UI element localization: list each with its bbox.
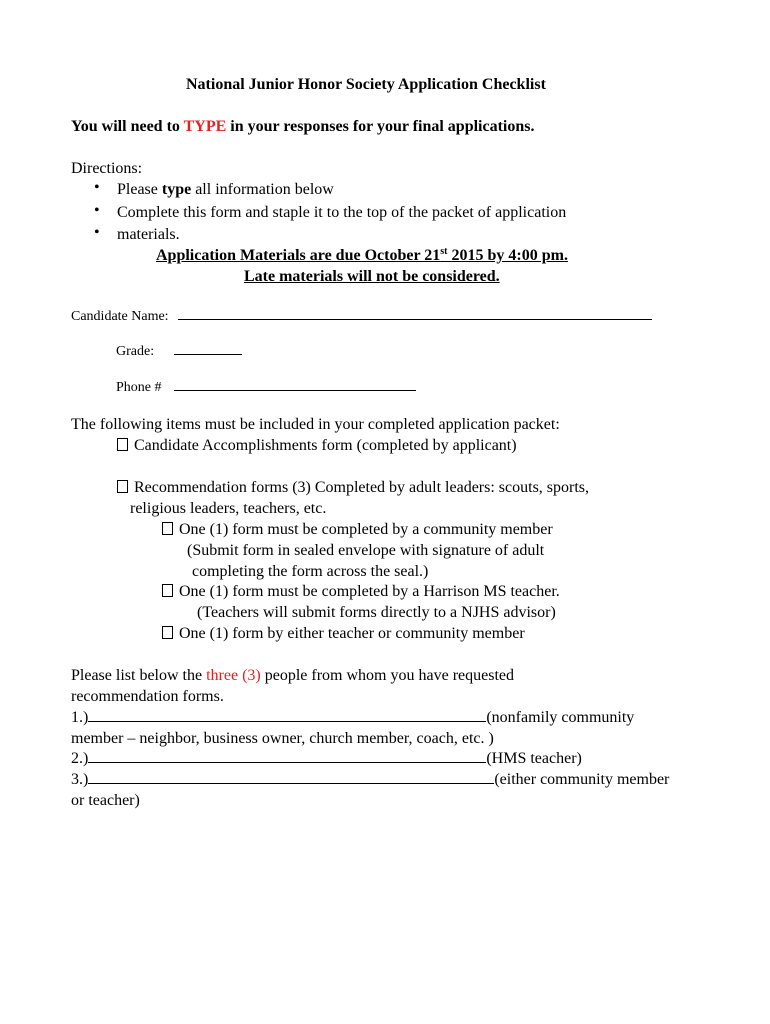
checkbox-icon[interactable] bbox=[162, 584, 173, 597]
grade-field bbox=[116, 342, 242, 361]
checklist-item-either: One (1) form by either teacher or community member bbox=[162, 623, 525, 644]
entry-3: 3.) (either community member bbox=[71, 771, 670, 788]
recommendations-continued: religious leaders, teachers, etc. bbox=[130, 500, 327, 517]
checkbox-icon[interactable] bbox=[117, 480, 128, 493]
bullet-icon: • bbox=[94, 202, 100, 219]
type-notice-before: You will need to bbox=[71, 118, 184, 135]
entry-2-blank[interactable] bbox=[88, 761, 486, 763]
checkbox-icon[interactable] bbox=[162, 626, 173, 639]
list-intro: Please list below the three (3) people from whom you have requested bbox=[71, 667, 514, 684]
candidate-name-field bbox=[71, 307, 652, 326]
type-emphasis: TYPE bbox=[183, 118, 227, 135]
checkbox-icon[interactable] bbox=[117, 438, 128, 451]
checklist-item-recommendations: Recommendation forms (3) Completed by adult leaders: scouts, sports, bbox=[117, 477, 589, 498]
checklist-item-accomplishments: Candidate Accomplishments form (completed by applicant) bbox=[117, 435, 517, 456]
candidate-name-label: Candidate Name: bbox=[71, 309, 169, 324]
entry-3-blank[interactable] bbox=[88, 782, 494, 784]
teacher-note: (Teachers will submit forms directly to a NJHS advisor) bbox=[197, 604, 556, 621]
checkbox-icon[interactable] bbox=[162, 522, 173, 535]
three-emphasis: three (3) bbox=[206, 667, 261, 684]
direction-item: Please type all information below bbox=[117, 181, 334, 198]
checklist-item-teacher: One (1) form must be completed by a Harrison MS teacher. bbox=[162, 581, 560, 602]
checklist-item-community: One (1) form must be completed by a community member bbox=[162, 519, 553, 540]
list-intro-continued: recommendation forms. bbox=[71, 688, 224, 705]
phone-field bbox=[116, 378, 416, 397]
page-title: National Junior Honor Society Application Checklist bbox=[186, 76, 546, 93]
phone-label: Phone # bbox=[116, 380, 162, 395]
items-intro: The following items must be included in your completed application packet: bbox=[71, 416, 560, 433]
entry-1: 1.) (nonfamily community bbox=[71, 709, 635, 726]
grade-label: Grade: bbox=[116, 344, 155, 359]
due-date-line: Application Materials are due October 21st 2015 by 4:00 pm. bbox=[156, 246, 568, 264]
late-notice: Late materials will not be considered. bbox=[244, 268, 500, 285]
bullet-icon: • bbox=[94, 224, 100, 241]
community-note-continued: completing the form across the seal.) bbox=[192, 563, 429, 580]
direction-item: Complete this form and staple it to the top of the packet of application bbox=[117, 204, 567, 221]
community-note: (Submit form in sealed envelope with signature of adult bbox=[187, 542, 545, 559]
phone-blank[interactable] bbox=[174, 389, 416, 391]
entry-1-blank[interactable] bbox=[88, 720, 486, 722]
entry-3-continued: or teacher) bbox=[71, 792, 140, 809]
bullet-icon: • bbox=[94, 179, 100, 196]
grade-blank[interactable] bbox=[174, 353, 242, 355]
directions-heading: Directions: bbox=[71, 160, 143, 177]
entry-1-continued: member – neighbor, business owner, church member, coach, etc. ) bbox=[71, 730, 494, 747]
candidate-name-blank[interactable] bbox=[178, 318, 652, 320]
entry-2: 2.) (HMS teacher) bbox=[71, 750, 582, 767]
type-notice bbox=[71, 116, 534, 137]
type-notice-after: in your responses for your final applications. bbox=[226, 118, 535, 135]
direction-item: materials. bbox=[117, 226, 180, 243]
